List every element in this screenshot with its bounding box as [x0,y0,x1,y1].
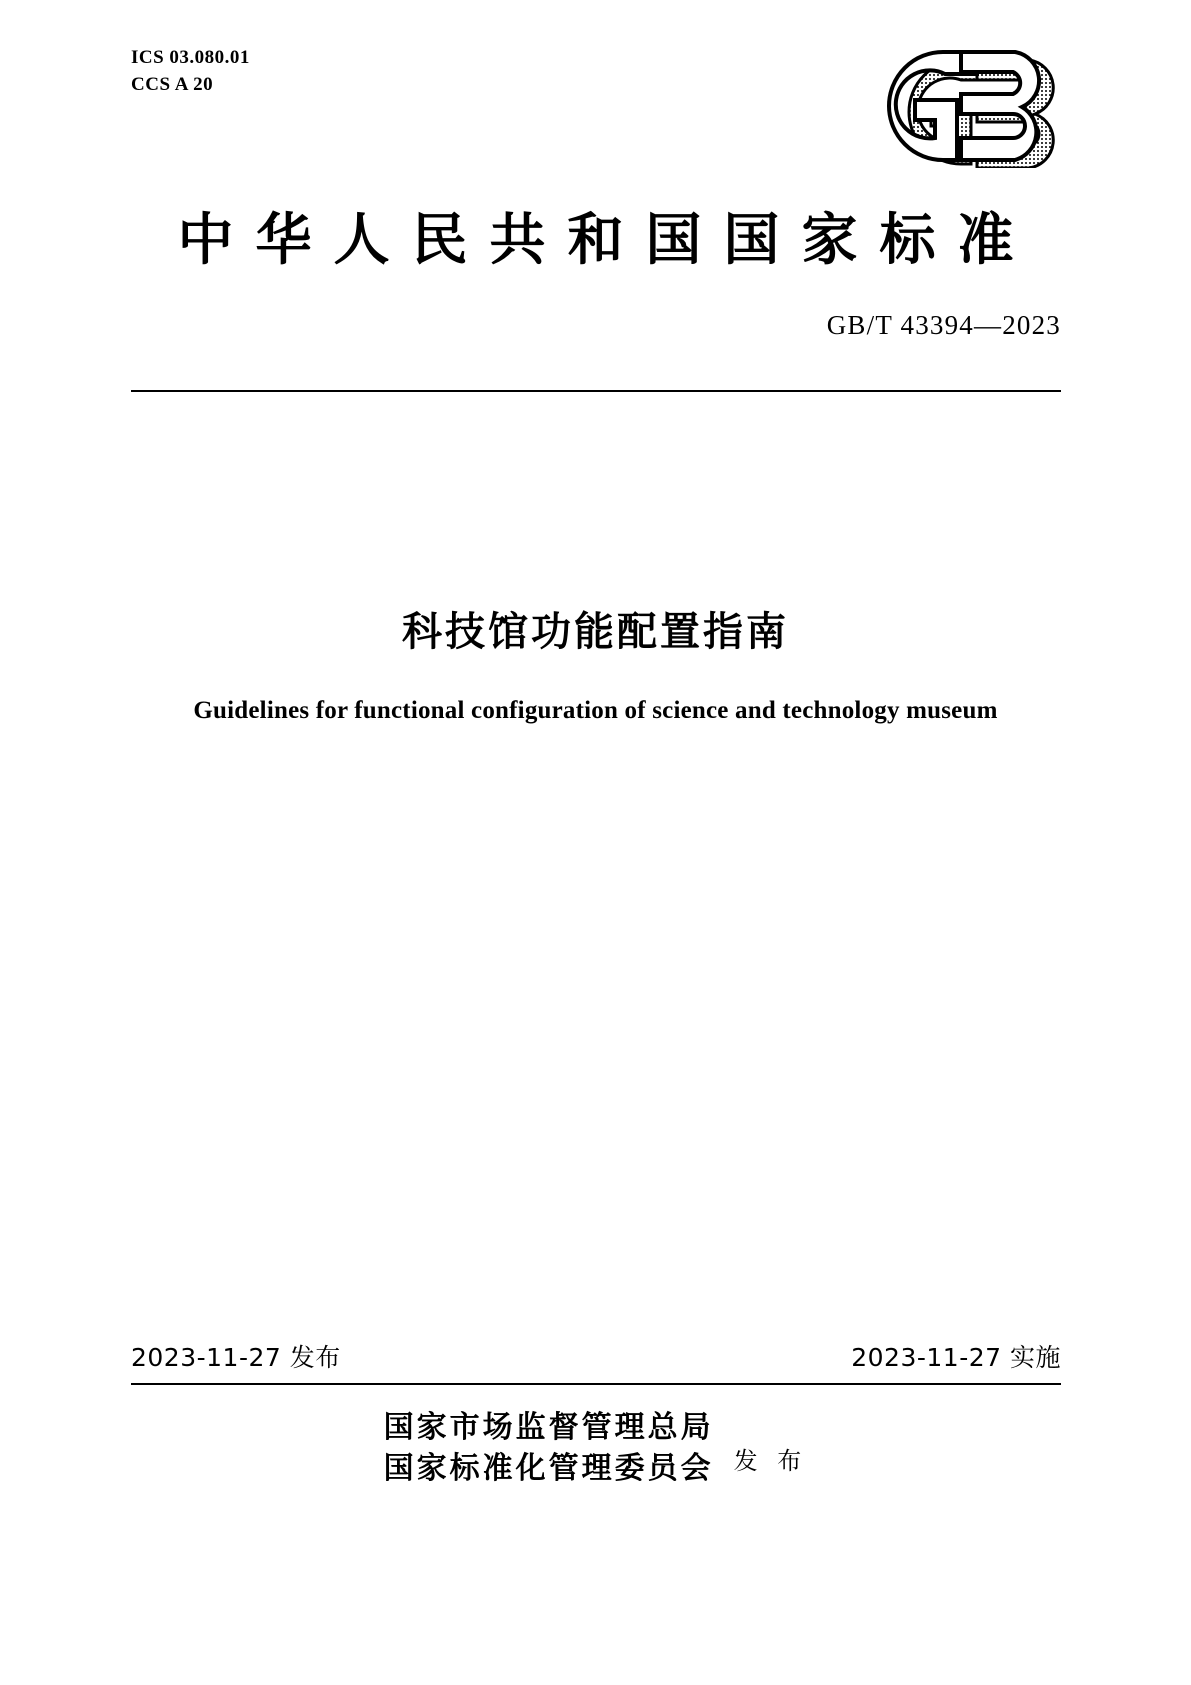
document-title-english: Guidelines for functional configuration of science and technology museum [193,697,998,724]
footer-divider [131,1383,1061,1385]
implementation-date: 2023-11-27 实施 [851,1343,1061,1372]
issuer-publish-word: 发 布 [733,1446,808,1475]
issuer-names [384,1407,714,1489]
national-standard-heading: 中华人民共和国国家标准 [177,207,1036,273]
gb-emblem-icon [843,48,1073,168]
issuer-line-2: 国家标准化管理委员会 [383,1451,714,1486]
header-divider [131,390,1061,392]
standard-classification-meta [131,44,250,98]
issuing-authority [0,1407,1191,1489]
ccs-code: CCS A 20 [131,74,214,95]
release-date: 2023-11-27 发布 [131,1343,341,1372]
ics-code: ICS 03.080.01 [131,47,250,68]
standard-number: GB/T 43394—2023 [826,310,1061,340]
issuer-line-1: 国家市场监督管理总局 [383,1410,714,1445]
document-title-chinese: 科技馆功能配置指南 [402,609,789,655]
